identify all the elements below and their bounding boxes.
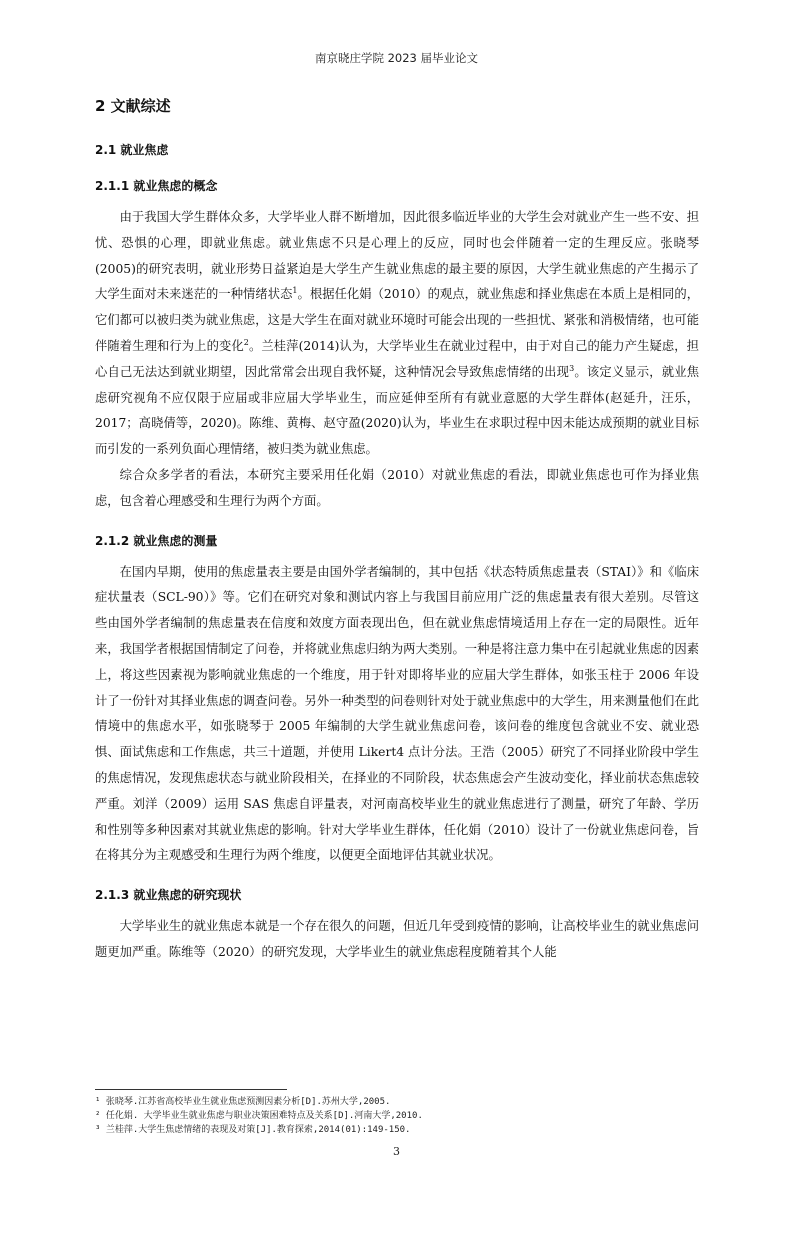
footnote-ref-3[interactable]: 3 xyxy=(569,363,575,373)
text-run: 。该定义显示，就业焦虑研究视角不应仅限于应届或非应届大学毕业生，而应延伸至所有有就业意愿的大学生群体(赵延升，汪乐，2017；高晓倩等，2020)。陈维、黄梅、赵守盈(2020)认为，毕业生在求职过程中因未能达成预期的就业目标而引发的一系列负面心理情绪，被归类为就业焦虑。 xyxy=(95,364,699,457)
subsubsection-title-concept: 2.1.1 就业焦虑的概念 xyxy=(95,179,218,193)
footnote-ref-1[interactable]: 1 xyxy=(292,286,298,296)
paragraph-concept-2: 综合众多学者的看法，本研究主要采用任化娟（2010）对就业焦虑的看法，即就业焦虑也可作为择业焦虑，包含着心理感受和生理行为两个方面。 xyxy=(95,467,699,508)
subsection-title: 2.1 就业焦虑 xyxy=(95,143,169,157)
footnote-3: ³ 兰桂萍.大学生焦虑情绪的表现及对策[J].教育探索,2014(01):149-150. xyxy=(95,1125,411,1135)
subsubsection-title-status: 2.1.3 就业焦虑的研究现状 xyxy=(95,888,242,903)
page-body xyxy=(95,92,699,966)
paragraph-status-1: 大学毕业生的就业焦虑本就是一个存在很久的问题，但近几年受到疫情的影响，让高校毕业生的就业焦虑问题更加严重。陈维等（2020）的研究发现，大学毕业生的就业焦虑程度随着其个人能 xyxy=(95,919,699,959)
subsubsection-title-measurement: 2.1.2 就业焦虑的测量 xyxy=(95,533,218,548)
text-run: 。根据任化娟（2010）的观点，就业焦虑和择业焦虑在本质上是相同的，它们都可以被归类为就业焦虑，这是大学生在面对就业环境时可能会出现的一些担忧、紧张和消极情绪，也可能伴随着生理和行为上的变化 xyxy=(95,287,699,353)
footnotes xyxy=(95,1095,699,1137)
text-run: 由于我国大学生群体众多，大学毕业人群不断增加，因此很多临近毕业的大学生会对就业产生一些不安、担忧、恐惧的心理，即就业焦虑。就业焦虑不只是心理上的反应，同时也会伴随着一定的生理反应。张晓琴(2005)的研究表明，就业形势日益紧迫是大学生产生就业焦虑的最主要的原因，大学生就业焦虑的产生揭示了大学生面对未来迷茫的一种情绪状态 xyxy=(95,210,699,302)
footnote-divider xyxy=(95,1089,287,1090)
footnote-2: ² 任化娟. 大学毕业生就业焦虑与职业决策困难特点及关系[D].河南大学,2010. xyxy=(95,1111,423,1121)
running-header: 南京晓庄学院 2023 届毕业论文 xyxy=(314,51,479,65)
footnote-ref-2[interactable]: 2 xyxy=(243,337,249,347)
section-title: 2 文献综述 xyxy=(95,97,171,115)
page-number: 3 xyxy=(393,1145,400,1158)
paragraph-measurement-1: 在国内早期，使用的焦虑量表主要是由国外学者编制的，其中包括《状态特质焦虑量表（STAI）》和《临床症状量表（SCL-90）》等。它们在研究对象和测试内容上与我国目前应用广泛的焦虑量表有很大差别。尽管这些由国外学者编制的焦虑量表在信度和效度方面表现出色，但在就业焦虑情境适用上存在一定的局限性。近年来，我国学者根据国情制定了问卷，并将就业焦虑归纳为两大类别。一种是将注意力集中在引起就业焦虑的因素上，将这些因素视为影响就业焦虑的一个维度，用于针对即将毕业的应届大学生群体，如张玉柱于 2006 年设计了一份针对其择业焦虑的调查问卷。另外一种类型的问卷则针对处于就业焦虑中的大学生，用来测量他们在此情境中的焦虑水平，如张晓琴于 2005 年编制的大学生就业焦虑问卷，该问卷的维度包含就业不安、就业恐惧、面试焦虑和工作焦虑，共三十道题，并使用 Likert4 点计分法。王浩（2005）研究了不同择业阶段中学生的焦虑情况，发现焦虑状态与就业阶段相关，在择业的不同阶段，状态焦虑会产生波动变化，择业前状态焦虑较严重。刘洋（2009）运用 SAS 焦虑自评量表，对河南高校毕业生的就业焦虑进行了测量，研究了年龄、学历和性别等多种因素对其就业焦虑的影响。针对大学毕业生群体，任化娟（2010）设计了一份就业焦虑问卷，旨在将其分为主观感受和生理行为两个维度，以便更全面地评估其就业状况。 xyxy=(95,564,699,863)
text-run: 。兰桂萍(2014)认为，大学毕业生在就业过程中，由于对自己的能力产生疑虑，担心自己无法达到就业期望，因此常常会出现自我怀疑，这种情况会导致焦虑情绪的出现 xyxy=(95,338,699,379)
paragraph-concept-1 xyxy=(95,205,699,463)
footnote-1: ¹ 张晓琴.江苏省高校毕业生就业焦虑预测因素分析[D].苏州大学,2005. xyxy=(95,1097,391,1107)
